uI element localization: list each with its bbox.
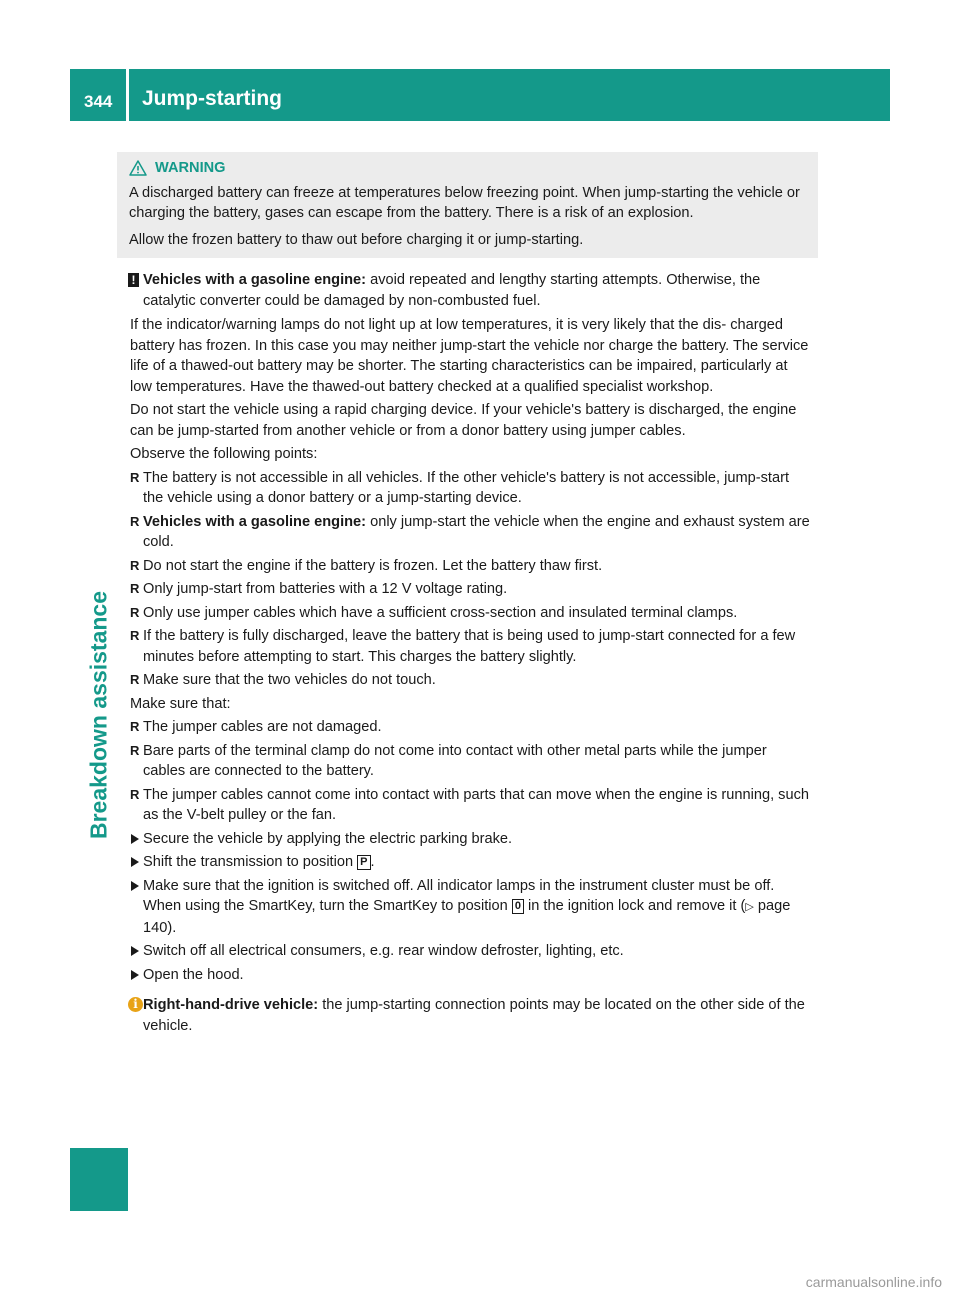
step-arrow-icon <box>131 946 139 956</box>
page-header <box>70 69 890 121</box>
list-item: R Make sure that the two vehicles do not touch. <box>130 670 812 691</box>
bullet-icon: R <box>130 672 140 687</box>
warning-title <box>129 158 814 179</box>
note-text: avoid repeated and lengthy starting attempts. Otherwise, the catalytic converter could be damaged by non-combusted fuel. <box>143 272 761 309</box>
list-item: R Bare parts of the terminal clamp do not come into contact with other metal parts while the jumper cables are connected to the battery. <box>130 742 767 779</box>
bullet-icon: R <box>130 513 140 529</box>
watermark: carmanualsonline.info <box>805 1274 942 1290</box>
info-circle-icon: i <box>128 997 143 1012</box>
list-item: R The jumper cables cannot come into contact with parts that can move when the engine is running, such as the V-belt pulley or the fan. <box>130 786 810 823</box>
list-item: R The jumper cables are not damaged. <box>130 717 812 738</box>
gasoline-engine-note <box>130 270 812 311</box>
list-item: R Do not start the engine if the battery is frozen. Let the battery thaw first. <box>130 556 812 577</box>
step-item: Open the hood. <box>130 965 812 986</box>
step-item: Make sure that the ignition is switched off. All indicator lamps in the instrument cluster must be off. When using the SmartKey, turn the SmartKey to position 0 in the ignition lock and remove it (▷ page 140). <box>130 876 812 939</box>
step-item: Shift the transmission to position P . <box>130 852 812 873</box>
paragraph-rapid-charging: Do not start the vehicle using a rapid charging device. If your vehicle's battery is discharged, the engine can be jump-started from another vehicle or from a donor battery using jumper cables. <box>130 402 797 439</box>
exclamation-box-icon: ! <box>128 273 139 287</box>
right-hand-drive-info <box>130 995 812 1036</box>
list-item: R The battery is not accessible in all vehicles. If the other vehicle's battery is not accessible, jump-start the vehicle using a donor battery or a jump-starting device. <box>130 469 790 506</box>
step-arrow-icon <box>131 881 139 891</box>
bullet-icon: R <box>130 581 140 596</box>
info-bold-label: Right-hand-drive vehicle: <box>143 997 319 1013</box>
bullet-icon: R <box>130 786 140 802</box>
list-item: R Vehicles with a gasoline engine: only jump-start the vehicle when the engine and exhaust system are cold. <box>130 513 810 550</box>
step-item: Secure the vehicle by applying the electric parking brake. <box>130 829 812 850</box>
header-divider <box>126 69 129 121</box>
page-content <box>130 152 812 1036</box>
warning-box <box>117 152 818 258</box>
step-item: Switch off all electrical consumers, e.g. rear window defroster, lighting, etc. <box>130 941 812 962</box>
page-number: 344 <box>84 92 113 111</box>
warning-triangle-icon <box>129 160 147 176</box>
step-arrow-icon <box>131 970 139 980</box>
bullet-icon: R <box>130 742 140 758</box>
position-p-key: P <box>357 855 370 870</box>
section-side-label: Breakdown assistance <box>85 590 112 840</box>
warning-title-text: WARNING <box>155 160 226 176</box>
step-arrow-icon <box>131 857 139 867</box>
page-title: Jump-starting <box>142 87 283 110</box>
warning-paragraph: Allow the frozen battery to thaw out before charging it or jump-starting. <box>129 231 584 248</box>
bullet-icon: R <box>130 604 140 620</box>
paragraph-frozen-battery: If the indicator/warning lamps do not light up at low temperatures, it is very likely that the dis- charged battery has frozen. In this case you may neither jump-start the vehicle nor charge the battery. The service life of a thawed-out battery may be shorter. The starting characteristics can be impaired, particularly at low temperatures. Have the thawed-out battery checked at a qualified specialist workshop. <box>130 317 809 395</box>
bullet-icon: R <box>130 469 140 485</box>
info-text: the jump-starting connection points may be located on the other side of the vehicle. <box>143 997 805 1034</box>
bullet-icon: R <box>130 557 140 573</box>
note-bold-label: Vehicles with a gasoline engine: <box>143 272 367 288</box>
warning-paragraph: A discharged battery can freeze at temperatures below freezing point. When jump-starting the vehicle or charging the battery, gases can escape from the battery. There is a risk of an explosion. <box>129 184 800 221</box>
position-0-key: 0 <box>512 899 524 914</box>
section-tab-marker <box>70 1148 128 1211</box>
bullet-icon: R <box>130 719 140 734</box>
list-item: R If the battery is fully discharged, leave the battery that is being used to jump-start connected for a few minutes before attempting to start. This charges the battery slightly. <box>130 628 796 665</box>
paragraph-observe: Observe the following points: <box>130 446 318 462</box>
page-reference[interactable]: page 140). <box>143 898 791 936</box>
list-item: R Only use jumper cables which have a sufficient cross-section and insulated terminal clamps. <box>130 603 812 624</box>
step-arrow-icon <box>131 834 139 844</box>
paragraph-make-sure: Make sure that: <box>130 695 231 712</box>
list-item: R Only jump-start from batteries with a 12 V voltage rating. <box>130 579 812 600</box>
bullet-icon: R <box>130 628 140 643</box>
page-ref-arrow-icon: ▷ <box>745 901 754 913</box>
